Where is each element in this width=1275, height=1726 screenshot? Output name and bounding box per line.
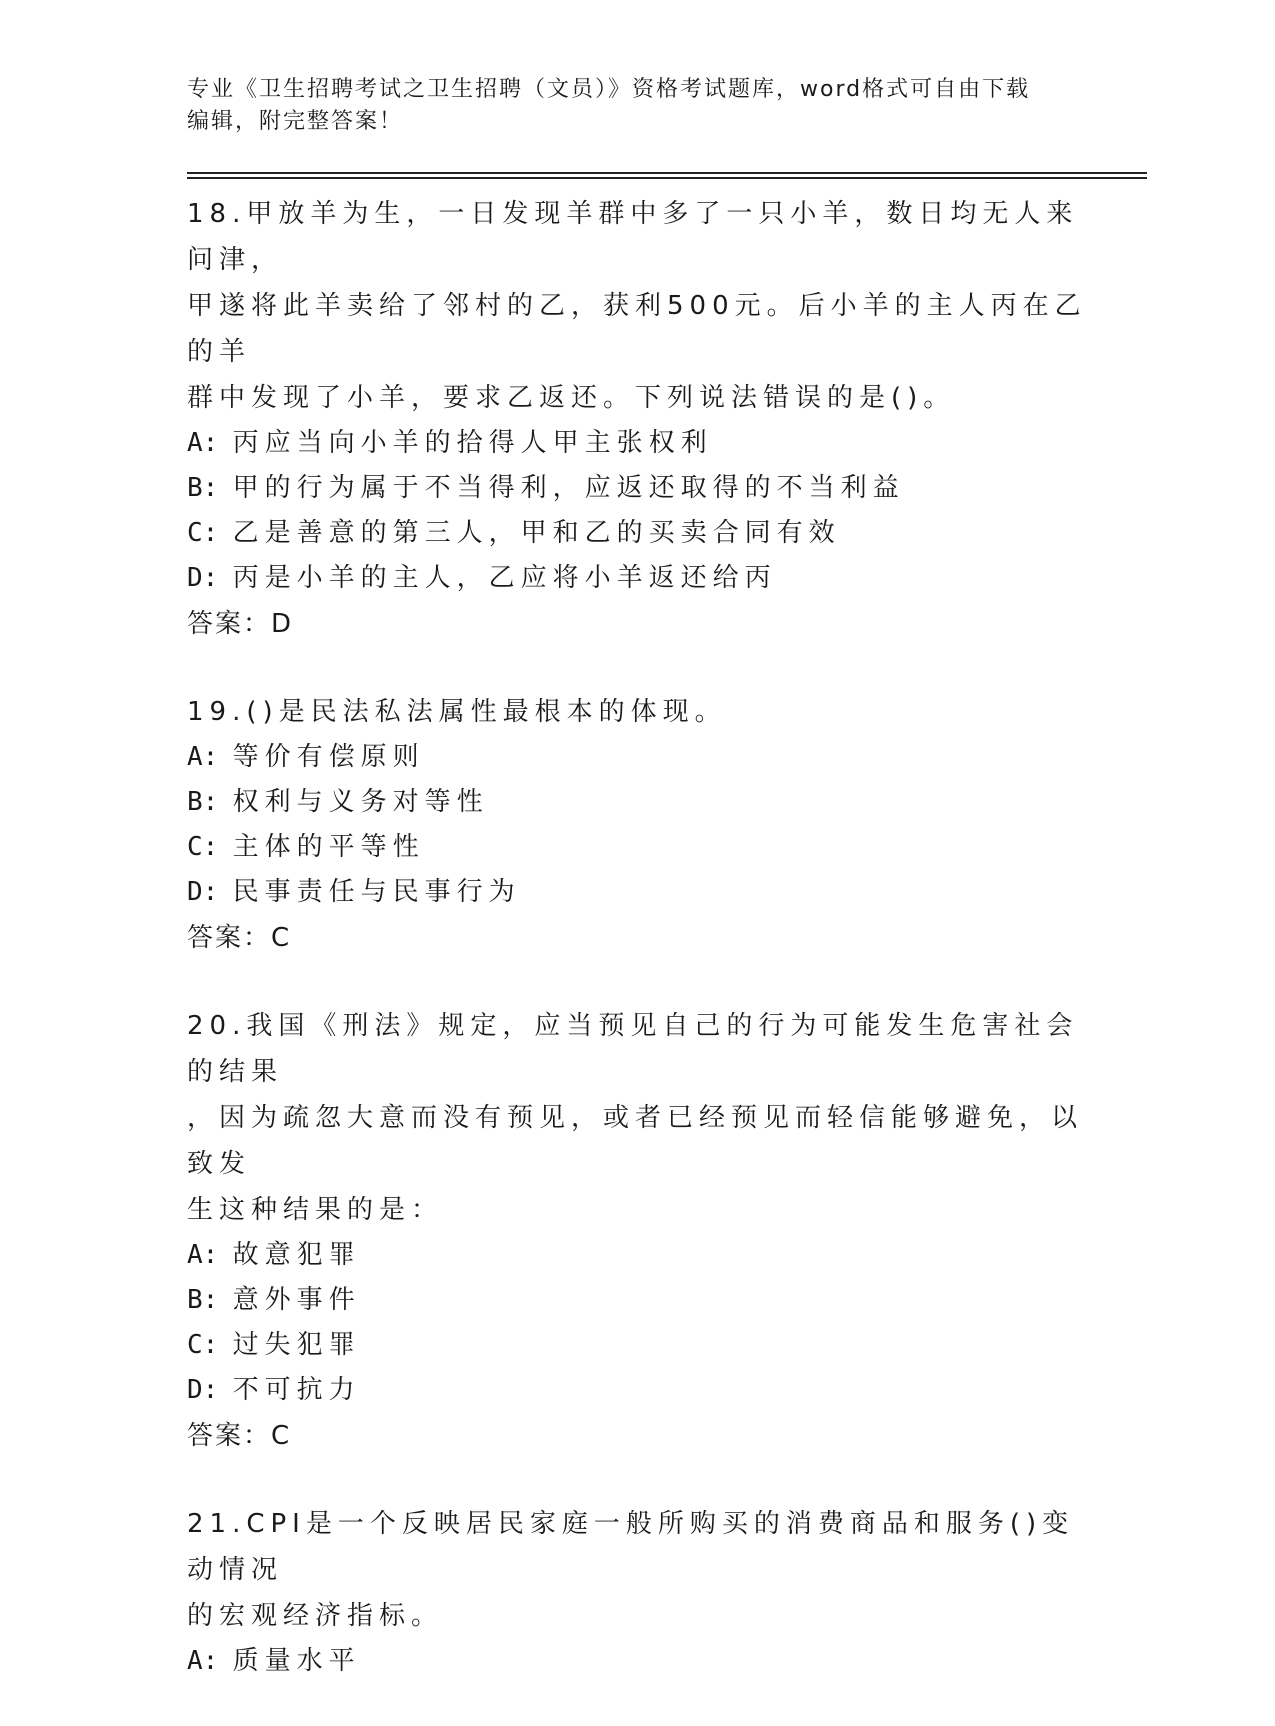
question-text-line: 的宏观经济指标。 bbox=[187, 1601, 444, 1631]
answer-label: 答案：C bbox=[187, 1421, 292, 1451]
option-d: D: 丙是小羊的主人，乙应将小羊返还给丙 bbox=[187, 563, 777, 593]
header-rule-top bbox=[187, 172, 1147, 174]
question-list bbox=[187, 191, 1087, 1726]
option-c: C: 乙是善意的第三人，甲和乙的买卖合同有效 bbox=[187, 518, 841, 548]
question-text-line: 21.CPI是一个反映居民家庭一般所购买的消费商品和服务()变动情况 bbox=[187, 1509, 1075, 1585]
question-text-line: 甲遂将此羊卖给了邻村的乙，获利500元。后小羊的主人丙在乙的羊 bbox=[187, 291, 1087, 367]
question-20 bbox=[187, 1003, 1087, 1459]
question-text-line: 群中发现了小羊，要求乙返还。下列说法错误的是()。 bbox=[187, 383, 956, 413]
option-c: C: 过失犯罪 bbox=[187, 1330, 361, 1360]
question-text-line: 19.()是民法私法属性最根本的体现。 bbox=[187, 697, 727, 727]
option-d: D: 民事责任与民事行为 bbox=[187, 877, 521, 907]
question-21 bbox=[187, 1501, 1087, 1684]
header-line-2: 编辑，附完整答案！ bbox=[187, 109, 404, 134]
header-line-1: 专业《卫生招聘考试之卫生招聘（文员）》资格考试题库，word格式可自由下载 bbox=[187, 77, 1031, 102]
option-a: A: 质量水平 bbox=[187, 1646, 361, 1676]
document-header bbox=[187, 74, 1067, 138]
option-b: B: 意外事件 bbox=[187, 1285, 361, 1315]
option-d: D: 不可抗力 bbox=[187, 1375, 361, 1405]
option-b: B: 甲的行为属于不当得利，应返还取得的不当利益 bbox=[187, 473, 905, 503]
option-b: B: 权利与义务对等性 bbox=[187, 787, 489, 817]
question-19 bbox=[187, 689, 1087, 961]
question-18 bbox=[187, 191, 1087, 647]
question-text-line: ，因为疏忽大意而没有预见，或者已经预见而轻信能够避免，以致发 bbox=[187, 1103, 1084, 1179]
header-rule-bottom bbox=[187, 177, 1147, 179]
answer-label: 答案：D bbox=[187, 609, 294, 639]
option-a: A: 丙应当向小羊的拾得人甲主张权利 bbox=[187, 428, 713, 458]
option-c: C: 主体的平等性 bbox=[187, 832, 425, 862]
question-text-line: 生这种结果的是： bbox=[187, 1195, 444, 1225]
question-text-line: 20.我国《刑法》规定，应当预见自己的行为可能发生危害社会的结果 bbox=[187, 1011, 1079, 1087]
option-a: A: 故意犯罪 bbox=[187, 1240, 361, 1270]
question-text-line: 18.甲放羊为生，一日发现羊群中多了一只小羊，数日均无人来问津， bbox=[187, 199, 1079, 275]
option-a: A: 等价有偿原则 bbox=[187, 742, 425, 772]
answer-label: 答案：C bbox=[187, 923, 292, 953]
